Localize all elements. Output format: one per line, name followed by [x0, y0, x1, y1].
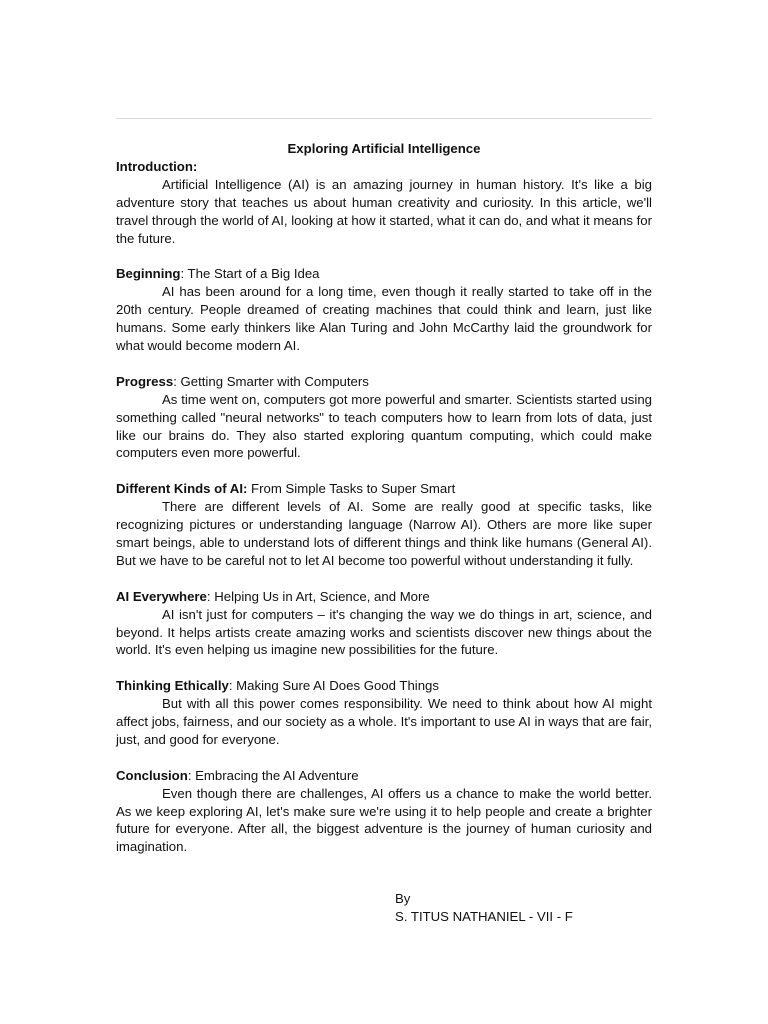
section-heading	[116, 677, 652, 695]
section-heading-bold: Different Kinds of AI:	[116, 481, 248, 497]
signature-by: By	[395, 891, 411, 906]
section-paragraph: There are different levels of AI. Some are really good at specific tasks, like recognizing pictures or understanding language (Narrow AI). Others are more like super smart beings, able to understand lots of different things and think like humans (General AI). But we have to be careful not to let AI become too powerful without understanding it fully.	[116, 499, 652, 568]
section-paragraph: AI isn't just for computers – it's changing the way we do things in art, science, and beyond. It helps artists create amazing works and scientists discover new things about the world. It's even helping us imagine new possibilities for the future.	[116, 606, 652, 658]
section-paragraph: Even though there are challenges, AI offers us a chance to make the world better. As we keep exploring AI, let's make sure we're using it to help people and create a brighter future for everyone. After all, the biggest adventure is the journey of human curiosity and imagination.	[116, 785, 652, 855]
section-heading-rest: : Getting Smarter with Computers	[173, 373, 369, 389]
section-heading	[116, 373, 652, 391]
section-heading-bold: Conclusion	[116, 767, 188, 783]
section-heading-rest: From Simple Tasks to Super Smart	[247, 481, 456, 497]
section-progress	[116, 373, 652, 463]
document-body	[116, 140, 652, 874]
section-heading-rest: : The Start of a Big Idea	[180, 266, 320, 282]
section-heading	[116, 767, 652, 785]
section-heading-rest: : Helping Us in Art, Science, and More	[206, 588, 430, 604]
document-title: Exploring Artificial Intelligence	[287, 141, 481, 156]
section-heading	[116, 588, 652, 606]
section-paragraph: But with all this power comes responsibility. We need to think about how AI might affect jobs, fairness, and our society as a whole. It's important to use AI in ways that are fair, just, and good for everyone.	[116, 696, 652, 747]
signature-block	[395, 890, 573, 926]
section-beginning	[116, 265, 652, 355]
section-heading-bold: Thinking Ethically	[116, 678, 229, 694]
section-heading-bold: Progress	[116, 373, 174, 389]
signature-author: S. TITUS NATHANIEL - VII - F	[395, 908, 573, 924]
section-heading-rest: : Making Sure AI Does Good Things	[228, 678, 439, 694]
section-heading	[116, 480, 652, 498]
section-conclusion	[116, 767, 652, 857]
intro-paragraph: Artificial Intelligence (AI) is an amazing journey in human history. It's like a big adventure story that teaches us about human creativity and curiosity. In this article, we'll travel through the world of AI, looking at how it started, what it can do, and what it means for the future.	[116, 176, 652, 246]
section-ai-everywhere	[116, 588, 652, 660]
section-heading-bold: Beginning	[116, 266, 181, 282]
section-different-kinds	[116, 480, 652, 570]
section-heading-rest: : Embracing the AI Adventure	[187, 767, 359, 783]
section-paragraph: As time went on, computers got more powerful and smarter. Scientists started using something called "neural networks" to teach computers how to learn from lots of data, just like our brains do. They also started exploring quantum computing, which could make computers even more powerful.	[116, 391, 652, 461]
section-heading-bold: AI Everywhere	[116, 588, 207, 604]
section-heading	[116, 265, 652, 283]
intro-section	[116, 158, 652, 248]
intro-heading: Introduction:	[116, 159, 198, 174]
section-paragraph: AI has been around for a long time, even though it really started to take off in the 20th century. People dreamed of creating machines that could think and learn, just like humans. Some early thinkers like Alan Turing and John McCarthy laid the groundwork for what would become modern AI.	[116, 284, 652, 354]
header-divider	[116, 118, 652, 119]
section-thinking-ethically	[116, 677, 652, 749]
